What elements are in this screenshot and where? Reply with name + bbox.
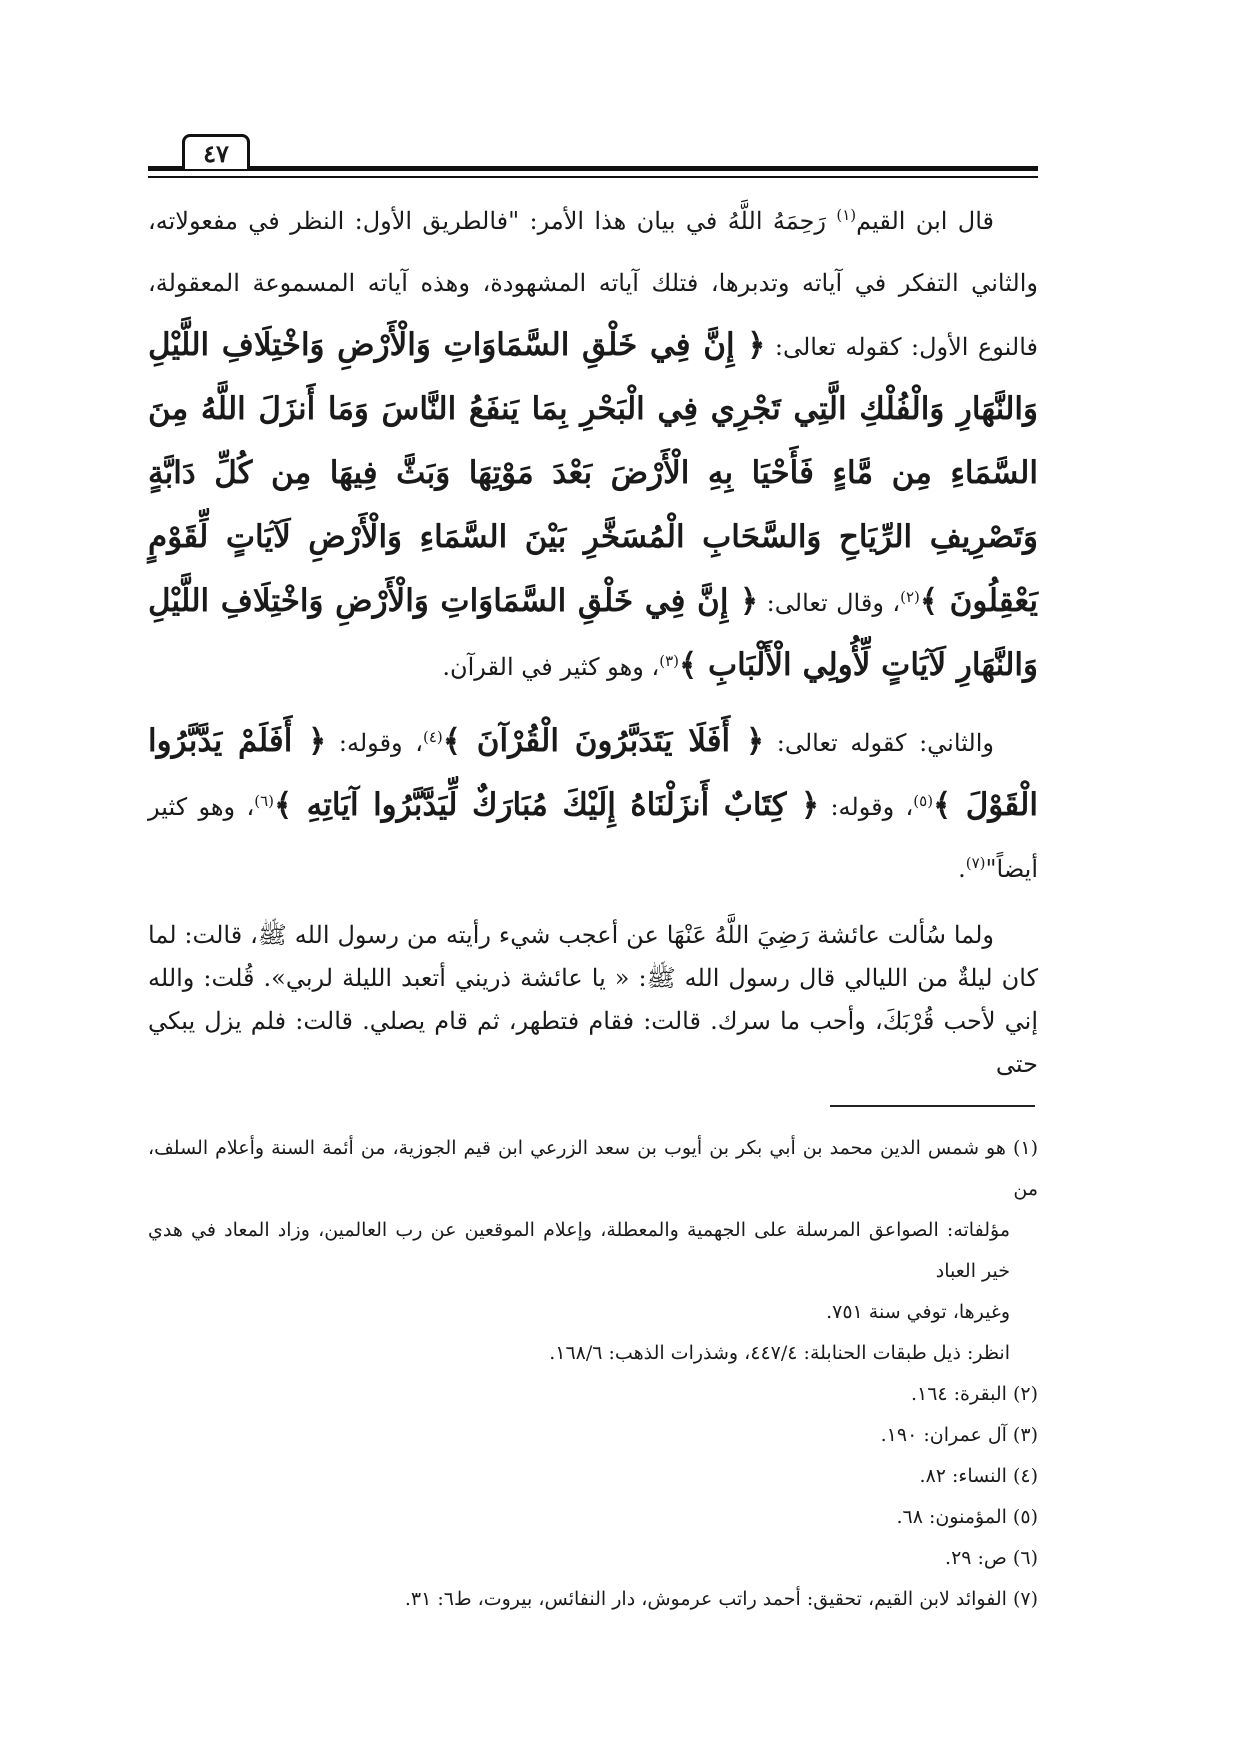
footnote-1-cont: وغيرها، توفي سنة ٧٥١. <box>826 1301 1010 1323</box>
quran-verse: ﴿ كِتَابٌ أَنزَلْنَاهُ إِلَيْكَ مُبَارَكٌ لِّيَدَّبَّرُوا آيَاتِهِ ﴾ <box>273 787 820 823</box>
honorific: رَحِمَهُ اللَّهُ <box>727 207 826 235</box>
paragraph-text: عن أعجب شيء رأيته من رسول الله ﷺ، قالت: لما كان ليلةٌ من الليالي قال رسول الله ﷺ: « يا عائشة ذريني أتعبد الليلة لربي». قُلت: والله إني لأحب قُرْبَكَ، وأحب ما سرك. قالت: فقام فتطهر، ثم قام يصلي. قالت: فلم يزل يبكي حتى <box>148 921 1038 1078</box>
footnotes <box>148 1128 1038 1620</box>
footnote-ref-1: (١) <box>836 206 857 224</box>
header-rule-thick <box>148 166 1038 171</box>
paragraph-text: ، وقوله: <box>830 793 914 821</box>
header-rule-thin <box>148 176 1038 178</box>
paragraph-text: . <box>958 855 966 883</box>
quran-verse: ﴿ أَفَلَمْ يَدَّبَّرُوا الْقَوْلَ ﴾ <box>148 723 1038 823</box>
footnote-6: (٦) ص: ٢٩. <box>945 1547 1038 1569</box>
footnote-separator <box>830 1105 1035 1107</box>
paragraph-ibn-al-qayyim <box>148 190 1038 698</box>
footnote-1-cont: مؤلفاته: الصواعق المرسلة على الجهمية والمعطلة، وإعلام الموقعين عن رب العالمين، وزاد المعاد في هدي خير العباد <box>148 1219 1010 1282</box>
quran-verse: ﴿ إِنَّ فِي خَلْقِ السَّمَاوَاتِ وَالْأَرْضِ وَاخْتِلَافِ اللَّيْلِ وَالنَّهَارِ وَالْفُلْكِ الَّتِي تَجْرِي فِي الْبَحْرِ بِمَا يَنفَعُ النَّاسَ وَمَا أَنزَلَ اللَّهُ مِنَ السَّمَاءِ مِن مَّاءٍ فَأَحْيَا بِهِ الْأَرْضَ بَعْدَ مَوْتِهَا وَبَثَّ فِيهَا مِن كُلِّ دَابَّةٍ وَتَصْرِيفِ الرِّيَاحِ وَالسَّحَابِ الْمُسَخَّرِ بَيْنَ السَّمَاءِ وَالْأَرْضِ لَآيَاتٍ لِّقَوْمٍ يَعْقِلُونَ ﴾ <box>148 327 1038 619</box>
footnote-7: (٧) الفوائد لابن القيم، تحقيق: أحمد راتب عرموش، دار النفائس، بيروت، ط٦: ٣١. <box>404 1588 1038 1610</box>
paragraph-aisha <box>148 914 1038 1086</box>
paragraph-second-type <box>148 710 1038 900</box>
main-text <box>148 190 1038 1100</box>
paragraph-text: ، وقال تعالى: <box>766 589 901 617</box>
paragraph-text: ولما سُألت عائشة <box>817 921 994 949</box>
paragraph-text: ، وقوله: <box>338 729 423 757</box>
footnote-ref-7: (٧) <box>965 854 986 872</box>
footnote-ref-6: (٦) <box>254 792 274 810</box>
paragraph-text: والثاني: كقوله تعالى: <box>776 729 994 757</box>
page-number: ٤٧ <box>182 134 250 169</box>
paragraph-text: ، وهو كثير في القرآن. <box>442 653 660 681</box>
footnote-ref-2: (٢) <box>900 588 920 606</box>
footnote-4: (٤) النساء: ٨٢. <box>919 1465 1038 1487</box>
footnote-1: (١) هو شمس الدين محمد بن أبي بكر بن أيوب بن سعد الزرعي ابن قيم الجوزية، من أئمة السنة وأعلام السلف، من <box>148 1137 1038 1200</box>
footnote-ref-5: (٥) <box>913 792 934 810</box>
footnote-1-source: انظر: ذيل طبقات الحنابلة: ٤٤٧/٤، وشذرات الذهب: ١٦٨/٦. <box>549 1342 1010 1364</box>
paragraph-text: قال ابن القيم <box>856 207 994 235</box>
footnote-ref-3: (٣) <box>659 652 679 670</box>
quran-verse: ﴿ أَفَلَا يَتَدَبَّرُونَ الْقُرْآنَ ﴾ <box>442 723 765 759</box>
honorific: رَضِيَ اللَّهُ عَنْهَا <box>666 921 810 949</box>
quran-verse: ﴿ إِنَّ فِي خَلْقِ السَّمَاوَاتِ وَالْأَرْضِ وَاخْتِلَافِ اللَّيْلِ وَالنَّهَارِ لَآيَاتٍ لِّأُولِي الْأَلْبَابِ ﴾ <box>148 583 1038 683</box>
page-header <box>148 124 1038 174</box>
footnote-3: (٣) آل عمران: ١٩٠. <box>880 1424 1038 1446</box>
footnote-5: (٥) المؤمنون: ٦٨. <box>896 1506 1038 1528</box>
footnote-2: (٢) البقرة: ١٦٤. <box>910 1383 1038 1405</box>
paragraph-text: ، وهو كثير أيضاً" <box>148 793 1038 883</box>
footnote-ref-4: (٤) <box>423 728 443 746</box>
paragraph-text: في بيان هذا الأمر: "فالطريق الأول: النظر في مفعولاته، والثاني التفكر في آياته وتدبرها، فتلك آياته المشهودة، وهذه آياته المسموعة المعقولة، فالنوع الأول: كقوله تعالى: <box>148 207 1038 361</box>
